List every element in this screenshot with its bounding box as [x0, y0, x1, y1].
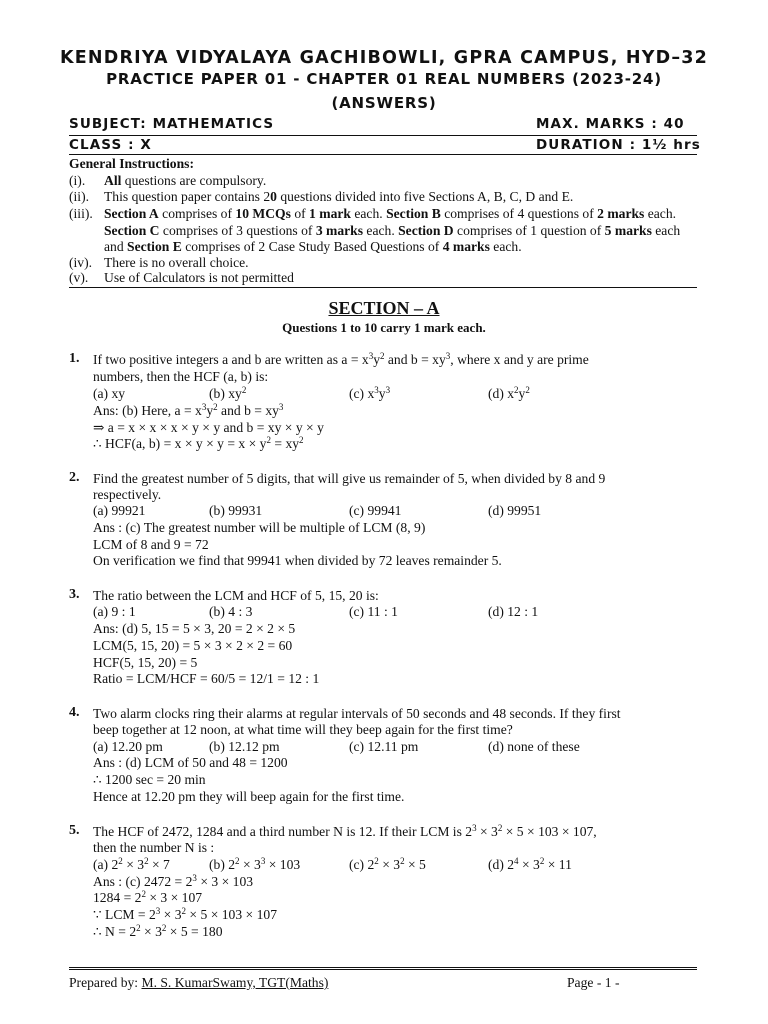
option-c: (c) 11 : 1 — [349, 604, 398, 619]
question-text: If two positive integers a and b are written as $a = x^3y^2$ and $b = xy^3$, where x and y are prime — [93, 351, 589, 367]
option-a: (a) 12.20 pm — [93, 739, 163, 754]
option-d: (d) $2^4 \times 3^2 \times 11$ — [488, 856, 572, 872]
option-d: (d) 12 : 1 — [488, 604, 539, 619]
school-title: KENDRIYA VIDYALAYA GACHIBOWLI, GPRA CAMPUS, HYD–32 — [59, 48, 709, 68]
question-number: 3. — [69, 587, 80, 602]
answer-line: Ans : (d) LCM of 50 and 48 = 1200 — [93, 755, 288, 770]
instruction-number: (ii). — [69, 189, 90, 204]
question-number: 1. — [69, 351, 80, 366]
answer-line: On verification we find that 99941 when divided by 72 leaves remainder 5. — [93, 553, 502, 568]
question-text: beep together at 12 noon, at what time will they beep again for the first time? — [93, 722, 513, 737]
answer-line: Ans : (c) $2472 = 2^3 \times 3 \times 103$ — [93, 873, 254, 889]
answers-label: (ANSWERS) — [331, 94, 437, 112]
answer-line: ∴ HCF(a, $b) = x \times y \times y = x \times y^2 = xy^2$ — [93, 435, 304, 451]
answer-line: $1284 = 2^2 \times 3 \times 107$ — [93, 889, 203, 905]
option-c: (c) $x^3y^3$ — [349, 385, 391, 401]
option-b: (b) 4 : 3 — [209, 604, 253, 619]
instruction-text: Use of Calculators is not permitted — [104, 270, 294, 285]
instructions-title: General Instructions: — [69, 156, 194, 171]
instruction-text: All questions are compulsory. — [104, 173, 267, 188]
subject-label: SUBJECT: MATHEMATICS — [69, 116, 275, 132]
question-text: The HCF of 2472, 1284 and a third number N is 12. If their LCM is $2^3 \times 3^2 \times 5 \times 103 \times 107$, — [93, 823, 597, 839]
question-text: respectively. — [93, 487, 162, 502]
answer-line: Ans: (d) 5, 15 = 5 × 3, 20 = 2 × 2 × 5 — [93, 621, 296, 636]
answer-line: Hence at 12.20 pm they will beep again for the first time. — [93, 789, 405, 804]
option-d: (d) none of these — [488, 739, 580, 754]
option-b: (b) $xy^2$ — [209, 385, 247, 401]
section-title: SECTION – A — [328, 298, 440, 318]
instruction-number: (iv). — [69, 255, 93, 270]
answer-line: ∴ $N = 2^2 \times 3^2 \times 5 = 180$ — [93, 923, 223, 939]
prepared-by — [69, 975, 328, 991]
instruction-text: There is no overall choice. — [104, 255, 249, 270]
page-number: Page - 1 - — [567, 975, 620, 990]
footer-divider — [69, 967, 697, 970]
class-label: CLASS : X — [69, 137, 152, 153]
header-divider-1 — [69, 135, 697, 136]
option-c: (c) 99941 — [349, 503, 402, 518]
instruction-text: This question paper contains 20 questions divided into five Sections A, B, C, D and E. — [104, 189, 574, 204]
answer-line: ⇒ a = x × x × x × y × y and b = xy × y × y — [93, 420, 324, 435]
author-name: M. S. KumarSwamy, TGT(Maths) — [141, 975, 329, 990]
option-b: (b) 12.12 pm — [209, 739, 280, 754]
section-subtitle: Questions 1 to 10 carry 1 mark each. — [282, 320, 486, 335]
answer-line: ∴ 1200 sec = 20 min — [93, 772, 206, 787]
instruction-text: Section A comprises of 10 MCQs of 1 mark each. Section B comprises of 4 questions of 2 marks each. Section C comprises of 3 questions of 3 marks each. Section D comprises of 1 question of 5 marks each and Section E comprises of 2 Case Study Based Questions of 4 marks each. — [104, 206, 681, 255]
answer-line: Ans : (c) The greatest number will be multiple of LCM (8, 9) — [93, 520, 426, 535]
answer-line: LCM(5, 15, 20) = 5 × 3 × 2 × 2 = 60 — [93, 638, 293, 653]
prepared-label: Prepared by: — [69, 975, 139, 990]
option-a: (a) 99921 — [93, 503, 146, 518]
answer-line: LCM of 8 and 9 = 72 — [93, 537, 209, 552]
question-text: numbers, then the HCF (a, b) is: — [93, 369, 269, 384]
question-number: 4. — [69, 705, 80, 720]
header-divider-2 — [69, 154, 697, 155]
question-number: 5. — [69, 823, 80, 838]
paper-title: PRACTICE PAPER 01 - CHAPTER 01 REAL NUMBERS (2023-24) — [106, 70, 662, 88]
option-b: (b) $2^2 \times 3^3 \times 103$ — [209, 856, 301, 872]
option-c: (c) 12.11 pm — [349, 739, 419, 754]
option-d: (d) $x^2y^2$ — [488, 385, 530, 401]
max-marks-label: MAX. MARKS : 40 — [536, 116, 685, 132]
answer-line: ∵ LCM = $2^3 \times 3^2 \times 5 \times 103 \times 107$ — [93, 906, 277, 922]
option-a: (a) $2^2 \times 3^2 \times 7$ — [93, 856, 170, 872]
answer-line: Ratio = LCM/HCF = 60/5 = 12/1 = 12 : 1 — [93, 671, 320, 686]
answer-line: Ans: (b) Here, $a = x^3y^2$ and $b = xy^3$ — [93, 402, 284, 418]
instruction-number: (i). — [69, 173, 86, 188]
option-a: (a) xy — [93, 386, 126, 401]
duration-label: DURATION : 1½ hrs — [536, 137, 701, 153]
option-c: (c) $2^2 \times 3^2 \times 5$ — [349, 856, 426, 872]
option-d: (d) 99951 — [488, 503, 542, 518]
question-number: 2. — [69, 470, 80, 485]
instruction-number: (v). — [69, 270, 89, 285]
question-text: Find the greatest number of 5 digits, that will give us remainder of 5, when divided by 8 and 9 — [93, 471, 606, 486]
option-b: (b) 99931 — [209, 503, 263, 518]
instructions-divider — [69, 287, 697, 288]
instruction-number: (iii). — [69, 206, 93, 221]
question-text: Two alarm clocks ring their alarms at regular intervals of 50 seconds and 48 seconds. If they first — [93, 706, 621, 721]
question-text: then the number N is : — [93, 840, 215, 855]
option-a: (a) 9 : 1 — [93, 604, 136, 619]
answer-line: HCF(5, 15, 20) = 5 — [93, 655, 198, 670]
question-text: The ratio between the LCM and HCF of 5, 15, 20 is: — [93, 588, 379, 603]
